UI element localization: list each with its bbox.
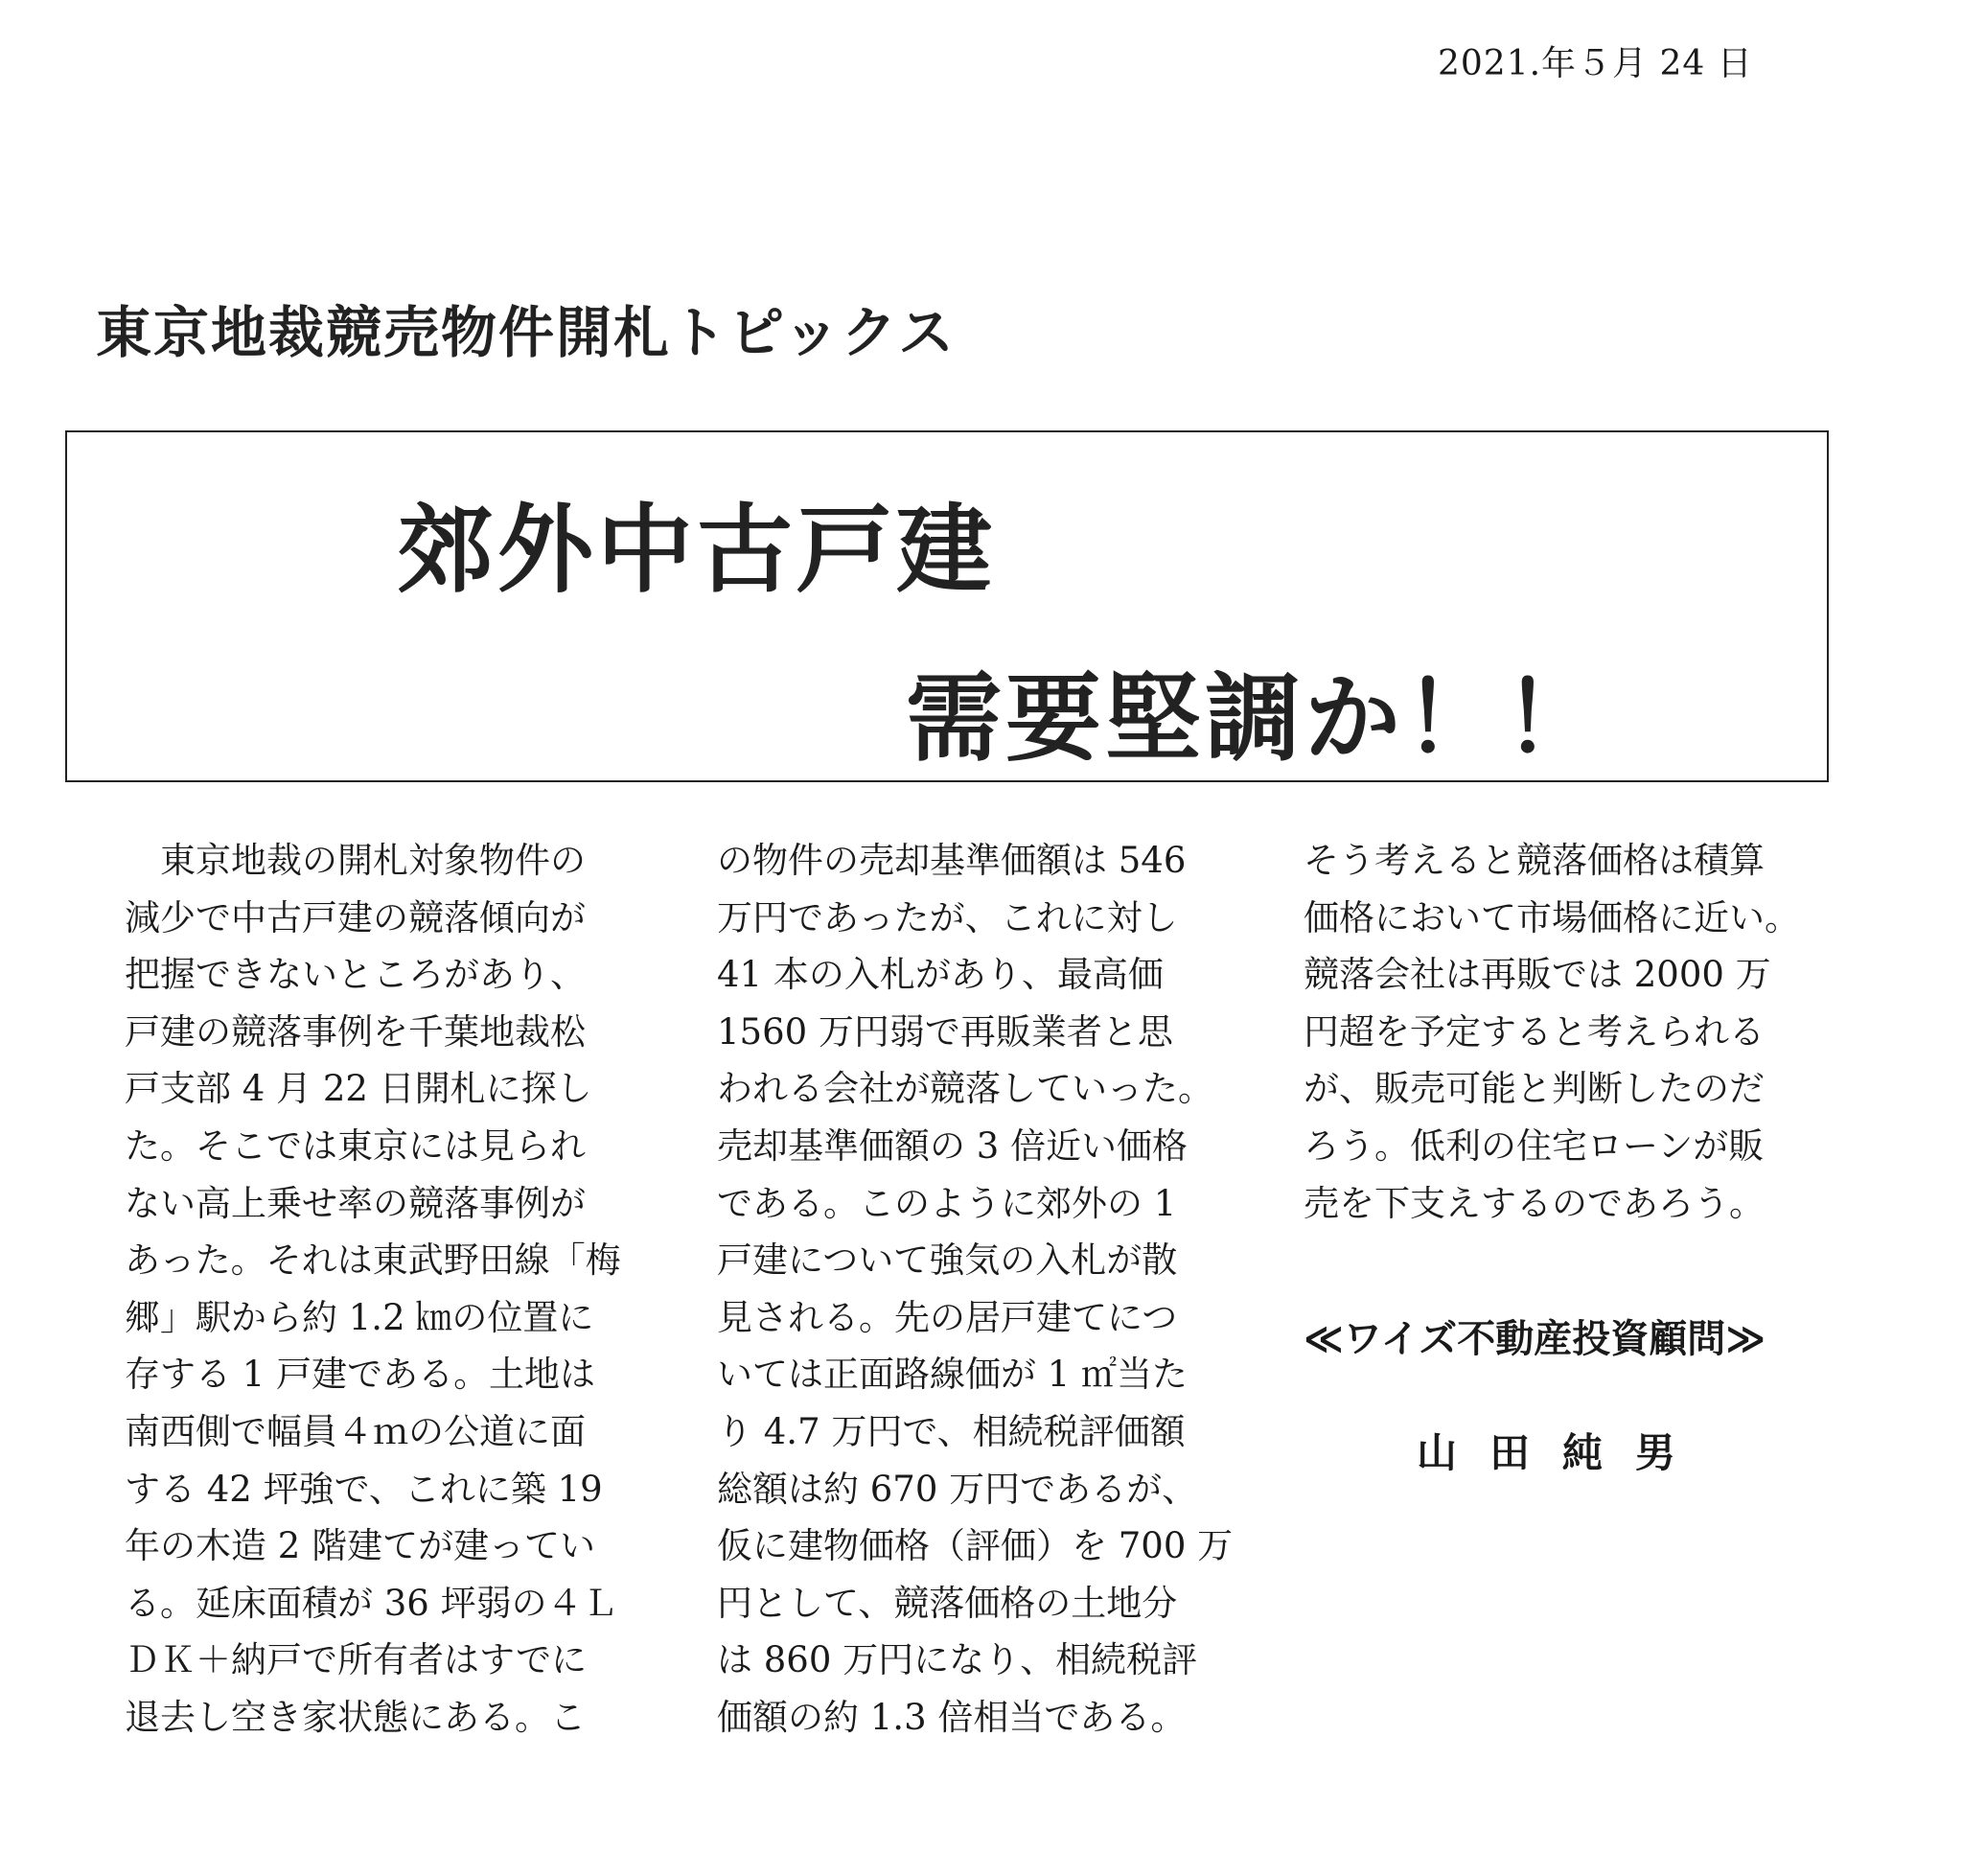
- text-line: 総額は約 670 万円であるが、: [717, 1468, 1198, 1510]
- text-line: の物件の売却基準価額は 546: [717, 840, 1187, 881]
- text-line: 売を下支えするのであろう。: [1304, 1182, 1765, 1224]
- text-line: 売却基準価額の 3 倍近い価格: [717, 1124, 1189, 1167]
- text-line: 仮に建物価格（評価）を 700 万: [717, 1525, 1234, 1567]
- text-line: する 42 坪強で、これに築 19: [125, 1468, 603, 1510]
- text-line: り 4.7 万円で、相続税評価額: [717, 1410, 1186, 1452]
- text-line: そう考えると競落価格は積算: [1304, 840, 1765, 881]
- headline-line-2: 需要堅調か！！: [906, 662, 1604, 775]
- text-line: る。延床面積が 36 坪弱の４Ｌ: [125, 1582, 618, 1624]
- headline-line-1: 郊外中古戸建: [398, 494, 996, 606]
- text-line: あった。それは東武野田線「梅: [125, 1239, 621, 1282]
- text-line: われる会社が競落していった。: [717, 1068, 1213, 1110]
- text-line: 存する 1 戸建である。土地は: [125, 1354, 596, 1396]
- headline-box: [65, 430, 1829, 782]
- author-name: 山田純男: [1417, 1429, 1709, 1476]
- text-line: である。このように郊外の 1: [717, 1182, 1177, 1224]
- article-column-2: [717, 832, 1233, 1747]
- text-line: が、販売可能と判断したのだ: [1304, 1068, 1765, 1110]
- text-line: 把握できないところがあり、: [125, 954, 586, 996]
- text-line: 東京地裁の開札対象物件の: [125, 840, 586, 881]
- text-line: 南西側で幅員４ｍの公道に面: [125, 1410, 586, 1452]
- text-line: た。そこでは東京には見られ: [125, 1124, 586, 1167]
- text-line: ろう。低利の住宅ローンが販: [1304, 1124, 1765, 1167]
- text-line: 万円であったが、これに対し: [717, 896, 1178, 938]
- text-line: 価格において市場価格に近い。: [1304, 896, 1800, 938]
- text-line: 円として、競落価格の土地分: [717, 1582, 1178, 1624]
- publication-date: 2021.年５月 24 日: [1438, 44, 1753, 83]
- organization-name: ≪ワイズ不動産投資顧問≫: [1304, 1317, 1766, 1361]
- text-line: は 860 万円になり、相続税評: [717, 1639, 1198, 1681]
- text-line: 競落会社は再販では 2000 万: [1304, 954, 1771, 996]
- text-line: ない高上乗せ率の競落事例が: [125, 1182, 586, 1224]
- text-line: 戸建の競落事例を千葉地裁松: [125, 1010, 586, 1053]
- text-line: 1560 万円弱で再販業者と思: [717, 1010, 1173, 1053]
- series-title: 東京地裁競売物件開札トピックス: [96, 300, 957, 365]
- article-column-3: [1304, 832, 1800, 1232]
- text-line: 価額の約 1.3 倍相当である。: [717, 1696, 1187, 1738]
- text-line: 41 本の入札があり、最高価: [717, 954, 1164, 996]
- text-line: 退去し空き家状態にある。こ: [125, 1696, 586, 1738]
- text-line: 減少で中古戸建の競落傾向が: [125, 896, 586, 938]
- text-line: 見される。先の居戸建てにつ: [717, 1296, 1178, 1338]
- text-line: 戸支部 4 月 22 日開札に探し: [125, 1068, 592, 1110]
- article-column-1: [125, 832, 621, 1747]
- text-line: 戸建について強気の入札が散: [717, 1239, 1178, 1282]
- text-line: 郷」駅から約 1.2 ㎞の位置に: [125, 1296, 594, 1338]
- text-line: 円超を予定すると考えられる: [1304, 1010, 1765, 1053]
- text-line: いては正面路線価が 1 ㎡当た: [717, 1354, 1189, 1396]
- text-line: ＤＫ＋納戸で所有者はすでに: [125, 1639, 588, 1681]
- text-line: 年の木造 2 階建てが建ってい: [125, 1525, 596, 1567]
